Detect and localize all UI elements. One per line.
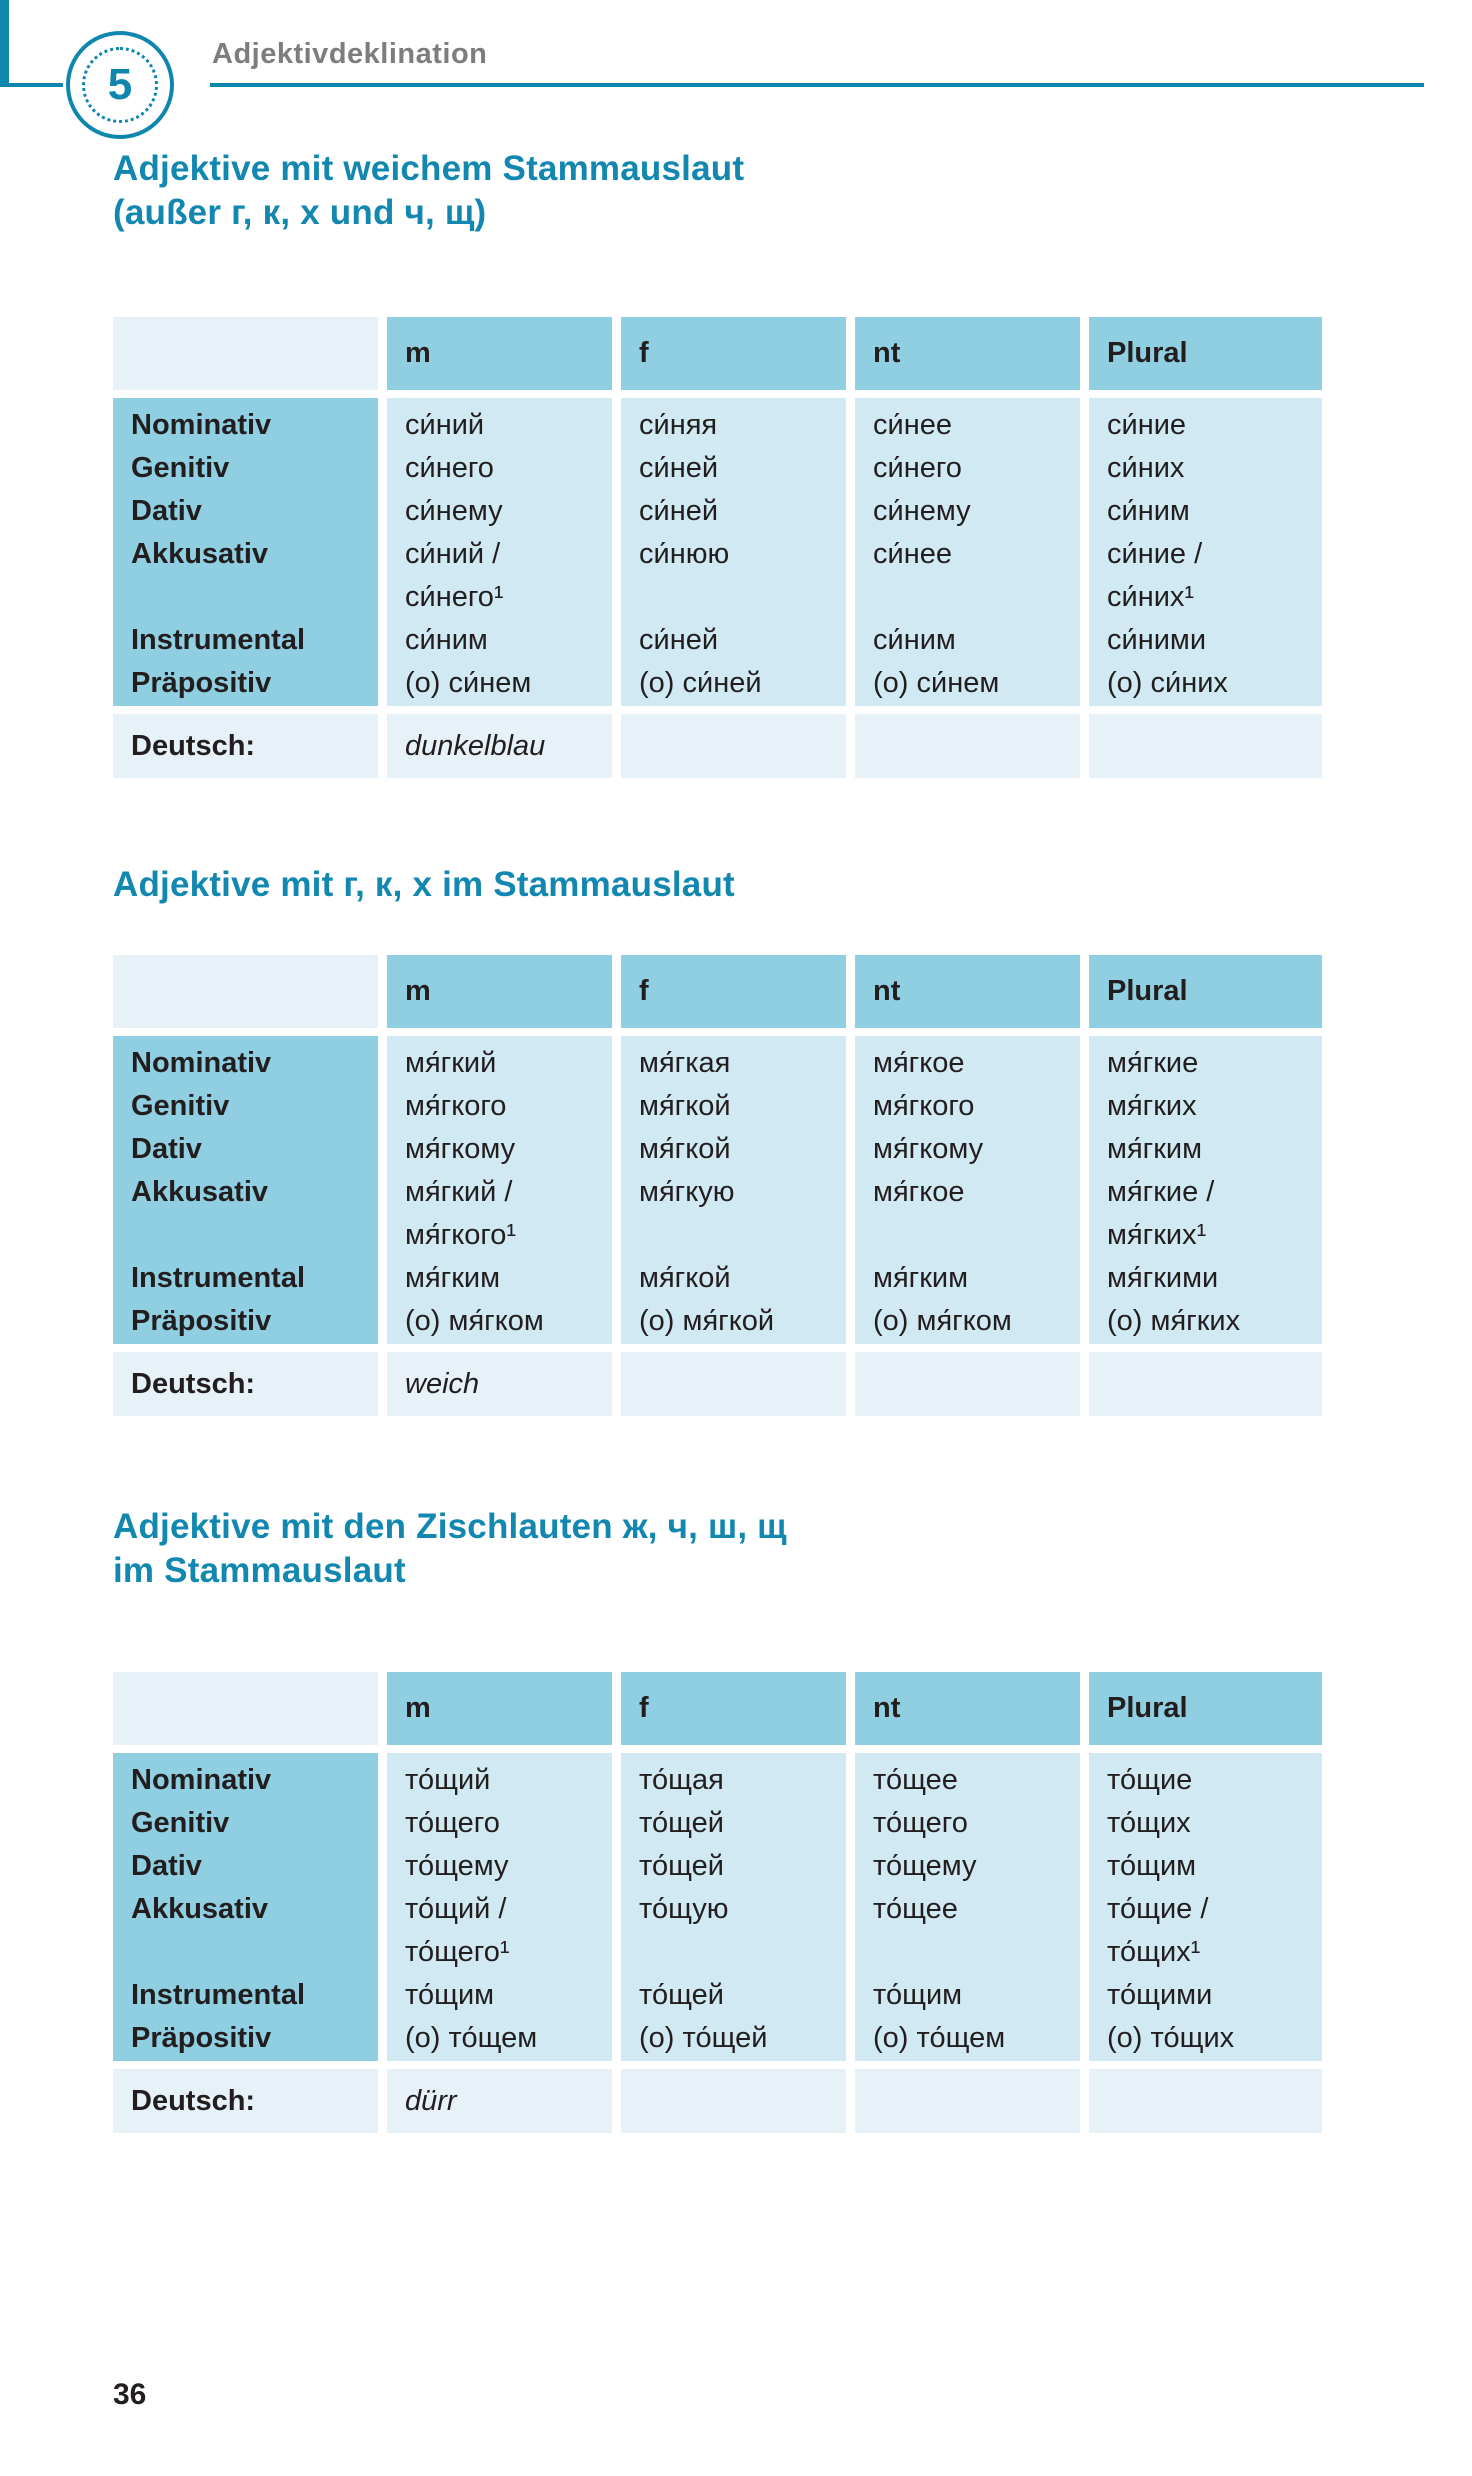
text-line: то́щим <box>1107 1850 1197 1882</box>
text-line: мя́гких <box>1107 1090 1197 1122</box>
case-labels-column <box>113 1036 378 1344</box>
text-line: мя́гким <box>405 1262 501 1294</box>
column-header-m: m <box>387 317 612 390</box>
deutsch-label: Deutsch: <box>113 1352 378 1416</box>
deutsch-label: Deutsch: <box>113 2069 378 2133</box>
text-line: си́ним <box>873 624 956 656</box>
text-line: (о) то́щем <box>405 2022 538 2054</box>
deutsch-empty-cell <box>1089 2069 1322 2133</box>
deutsch-empty-cell <box>855 1352 1080 1416</box>
column-header-m: m <box>387 955 612 1028</box>
text-line: си́ней <box>639 495 719 527</box>
text-line: мя́гкого <box>873 1090 975 1122</box>
deutsch-empty-cell <box>855 2069 1080 2133</box>
deutsch-empty-cell <box>621 2069 846 2133</box>
text-line: Instrumental <box>131 1979 306 2011</box>
deutsch-empty-cell <box>855 714 1080 778</box>
text-line: то́щими <box>1107 1979 1213 2011</box>
text-line: Genitiv <box>131 1807 230 1839</box>
text-line: (außer г, к, х und ч, щ) <box>113 193 487 232</box>
text-line: Akkusativ <box>131 1176 269 1208</box>
declension-table-mjagkij <box>113 955 1322 1416</box>
text-line: Instrumental <box>131 1262 306 1294</box>
table-corner-cell <box>113 317 378 390</box>
text-line: си́него <box>873 452 962 484</box>
table-corner-cell <box>113 1672 378 1745</box>
text-line: си́ними <box>1107 624 1207 656</box>
text-line <box>639 576 846 619</box>
text-line: Präpositiv <box>131 667 272 699</box>
text-line: мя́гким <box>1107 1133 1203 1165</box>
text-line: Akkusativ <box>131 538 269 570</box>
column-header-f: f <box>621 1672 846 1745</box>
text-line: си́ним <box>1107 495 1190 527</box>
text-line: то́щий <box>405 1764 491 1796</box>
deutsch-empty-cell <box>1089 1352 1322 1416</box>
text-line: то́щей <box>639 1979 724 2011</box>
case-labels-column <box>113 1753 378 2061</box>
column-header-plural: Plural <box>1089 1672 1322 1745</box>
text-line: си́ние / <box>1107 538 1203 570</box>
declension-table-sinij <box>113 317 1322 778</box>
text-line: мя́гкий <box>405 1047 497 1079</box>
chapter-edge-line <box>0 83 63 87</box>
text-line: (о) мя́гких <box>1107 1305 1241 1337</box>
text-line: Präpositiv <box>131 1305 272 1337</box>
text-line: Dativ <box>131 1133 202 1165</box>
text-line: im Stammauslaut <box>113 1551 406 1590</box>
text-line: Dativ <box>131 495 202 527</box>
text-line: (о) то́щей <box>639 2022 768 2054</box>
text-line: то́щего <box>405 1807 500 1839</box>
text-line: (о) то́щих <box>1107 2022 1235 2054</box>
text-line: си́нему <box>873 495 971 527</box>
text-line: Akkusativ <box>131 1893 269 1925</box>
text-line: си́ней <box>639 624 719 656</box>
deutsch-empty-cell <box>1089 714 1322 778</box>
text-line <box>131 1931 378 1974</box>
page-number: 36 <box>113 2378 147 2411</box>
text-line: мя́гкие <box>1107 1047 1199 1079</box>
text-line: Genitiv <box>131 452 230 484</box>
values-column-f <box>621 1753 846 2061</box>
column-header-nt: nt <box>855 955 1080 1028</box>
chapter-edge-bar <box>0 0 9 87</box>
section-title-weicher-stammauslaut <box>113 147 744 235</box>
text-line: Adjektive mit г, к, х im Stammauslaut <box>113 865 735 904</box>
text-line <box>873 576 1080 619</box>
text-line <box>131 576 378 619</box>
text-line <box>873 1214 1080 1257</box>
text-line: то́щий / <box>405 1893 507 1925</box>
text-line: си́ний / <box>405 538 501 570</box>
text-line: то́щей <box>639 1807 724 1839</box>
text-line: мя́гкой <box>639 1090 731 1122</box>
values-column-m <box>387 1036 612 1344</box>
text-line: то́щим <box>873 1979 963 2011</box>
column-header-f: f <box>621 955 846 1028</box>
text-line: (о) мя́гком <box>873 1305 1012 1337</box>
deutsch-value: dürr <box>387 2069 612 2133</box>
deutsch-empty-cell <box>621 714 846 778</box>
text-line: мя́гких¹ <box>1107 1219 1207 1251</box>
text-line: мя́гкое <box>873 1176 965 1208</box>
values-column-plural <box>1089 398 1322 706</box>
text-line: то́щему <box>873 1850 977 1882</box>
text-line: мя́гким <box>873 1262 969 1294</box>
text-line: Adjektive mit weichem Stammauslaut <box>113 149 745 188</box>
text-line: Genitiv <box>131 1090 230 1122</box>
text-line: то́щих¹ <box>1107 1936 1201 1968</box>
text-line: то́щего <box>873 1807 968 1839</box>
text-line: мя́гкая <box>639 1047 731 1079</box>
column-header-plural: Plural <box>1089 955 1322 1028</box>
text-line: си́них <box>1107 452 1185 484</box>
text-line: то́щее <box>873 1764 958 1796</box>
text-line: то́щим <box>405 1979 495 2011</box>
text-line: Instrumental <box>131 624 306 656</box>
text-line: мя́гкую <box>639 1176 735 1208</box>
text-line <box>639 1214 846 1257</box>
text-line: си́него¹ <box>405 581 504 613</box>
text-line: (о) си́нем <box>873 667 1000 699</box>
text-line: си́няя <box>639 409 718 441</box>
text-line: то́щая <box>639 1764 724 1796</box>
deutsch-empty-cell <box>621 1352 846 1416</box>
text-line: си́нюю <box>639 538 730 570</box>
values-column-plural <box>1089 1036 1322 1344</box>
column-header-m: m <box>387 1672 612 1745</box>
header-rule <box>210 83 1424 87</box>
values-column-m <box>387 398 612 706</box>
text-line: Nominativ <box>131 1047 272 1079</box>
text-line: то́щих <box>1107 1807 1191 1839</box>
text-line: си́них¹ <box>1107 581 1195 613</box>
text-line: мя́гкий / <box>405 1176 513 1208</box>
text-line: Adjektive mit den Zischlauten ж, ч, ш, щ <box>113 1507 787 1546</box>
chapter-number: 5 <box>107 60 133 109</box>
text-line: си́нему <box>405 495 503 527</box>
text-line: си́нее <box>873 409 952 441</box>
text-line: то́щие / <box>1107 1893 1209 1925</box>
chapter-number-badge <box>66 31 174 139</box>
text-line <box>639 1931 846 1974</box>
column-header-nt: nt <box>855 317 1080 390</box>
text-line: (о) мя́гком <box>405 1305 544 1337</box>
column-header-plural: Plural <box>1089 317 1322 390</box>
text-line <box>131 1214 378 1257</box>
text-line: Nominativ <box>131 409 272 441</box>
table-corner-cell <box>113 955 378 1028</box>
text-line: мя́гкой <box>639 1133 731 1165</box>
text-line: си́ним <box>405 624 488 656</box>
text-line: (о) мя́гкой <box>639 1305 775 1337</box>
text-line: то́щее <box>873 1893 958 1925</box>
text-line: мя́гкому <box>405 1133 516 1165</box>
chapter-badge-dotted-ring <box>82 47 158 123</box>
declension-table-toshchij <box>113 1672 1322 2133</box>
deutsch-label: Deutsch: <box>113 714 378 778</box>
text-line: си́него <box>405 452 494 484</box>
text-line: то́щую <box>639 1893 729 1925</box>
values-column-f <box>621 1036 846 1344</box>
values-column-plural <box>1089 1753 1322 2061</box>
text-line: Präpositiv <box>131 2022 272 2054</box>
case-labels-column <box>113 398 378 706</box>
text-line: мя́гкого¹ <box>405 1219 517 1251</box>
chapter-title: Adjektivdeklination <box>212 38 488 70</box>
text-line: си́ней <box>639 452 719 484</box>
deutsch-value: weich <box>387 1352 612 1416</box>
text-line: мя́гкой <box>639 1262 731 1294</box>
text-line: мя́гкое <box>873 1047 965 1079</box>
values-column-f <box>621 398 846 706</box>
text-line: мя́гкими <box>1107 1262 1219 1294</box>
text-line: мя́гкие / <box>1107 1176 1215 1208</box>
text-line: си́ний <box>405 409 485 441</box>
text-line: (о) то́щем <box>873 2022 1006 2054</box>
section-title-zischlaute-stammauslaut <box>113 1505 787 1593</box>
values-column-nt <box>855 398 1080 706</box>
text-line <box>873 1931 1080 1974</box>
text-line: то́щему <box>405 1850 509 1882</box>
text-line: Nominativ <box>131 1764 272 1796</box>
text-line: то́щего¹ <box>405 1936 510 1968</box>
column-header-f: f <box>621 317 846 390</box>
values-column-m <box>387 1753 612 2061</box>
text-line: (о) си́нем <box>405 667 532 699</box>
values-column-nt <box>855 1036 1080 1344</box>
section-title-g-k-x-stammauslaut <box>113 863 735 907</box>
text-line: (о) си́них <box>1107 667 1228 699</box>
text-line: Dativ <box>131 1850 202 1882</box>
values-column-nt <box>855 1753 1080 2061</box>
text-line: то́щие <box>1107 1764 1193 1796</box>
text-line: мя́гкого <box>405 1090 507 1122</box>
text-line: мя́гкому <box>873 1133 984 1165</box>
column-header-nt: nt <box>855 1672 1080 1745</box>
text-line: то́щей <box>639 1850 724 1882</box>
deutsch-value: dunkelblau <box>387 714 612 778</box>
text-line: си́ние <box>1107 409 1187 441</box>
text-line: си́нее <box>873 538 952 570</box>
text-line: (о) си́ней <box>639 667 762 699</box>
